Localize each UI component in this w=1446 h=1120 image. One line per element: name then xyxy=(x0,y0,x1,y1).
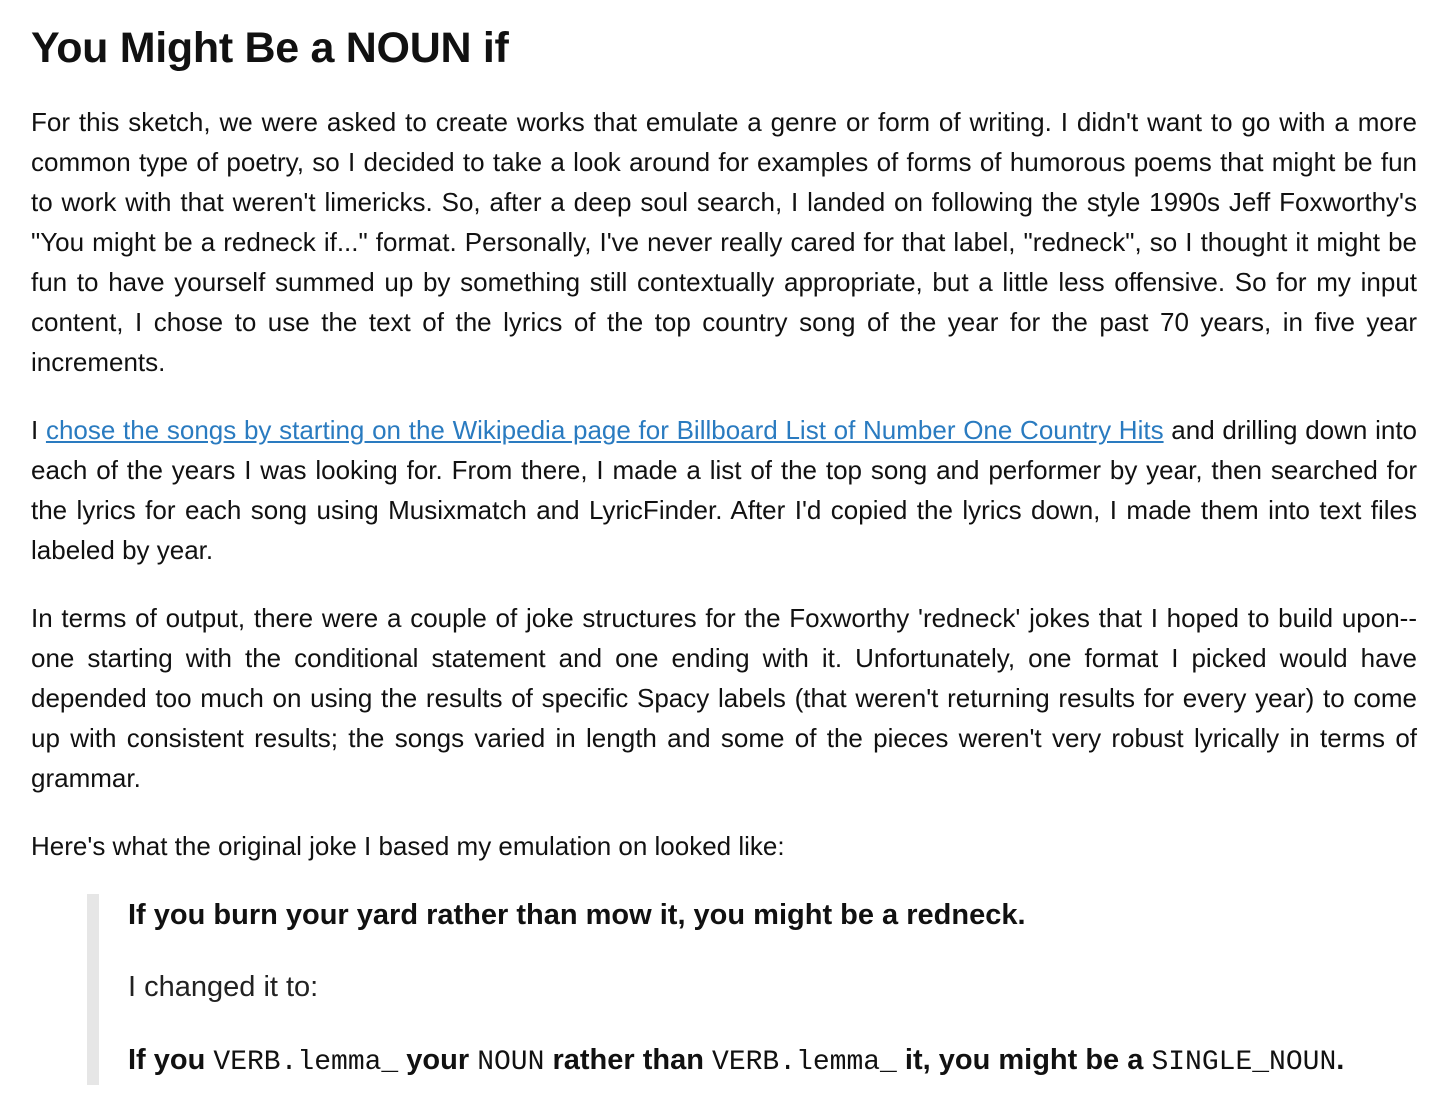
example-intro-paragraph: Here's what the original joke I based my emulation on looked like: xyxy=(31,831,785,861)
sources-paragraph xyxy=(31,410,1417,570)
blockquote xyxy=(87,894,1417,1085)
wikipedia-billboard-link[interactable]: chose the songs by starting on the Wikipedia page for Billboard List of Number One Country Hits xyxy=(45,415,1164,445)
page-title: You Might Be a NOUN if xyxy=(31,24,509,72)
intro-paragraph: For this sketch, we were asked to create works that emulate a genre or form of writing. I didn't want to go with a more common type of poetry, so I decided to take a look around for examples of forms of humorous poems that might be fun to work with that weren't limericks. So, after a deep soul search, I landed on following the style 1990s Jeff Foxworthy's "You might be a redneck if..." format. Personally, I've never really cared for that label, "redneck", so I thought it might be fun to have yourself summed up by something still contextually appropriate, but a little less offensive. So for my input content, I chose to use the text of the lyrics of the top country song of the year for the past 70 years, in five year increments. xyxy=(31,107,1417,377)
template-code: NOUN xyxy=(477,1047,545,1078)
sources-text: and drilling down into each of the years I was looking for. From there, I made a list of the top song and performer by year, then searched for the lyrics for each song using Musixmatch and LyricFinder. After I'd copied the lyrics down, I made them into text files labeled by year. xyxy=(31,415,1418,565)
template-text: If you xyxy=(128,1044,214,1076)
original-joke: If you burn your yard rather than mow it, you might be a redneck. xyxy=(128,899,1026,931)
template-text: it, you might be a xyxy=(896,1044,1152,1076)
template-text: your xyxy=(398,1044,478,1076)
changed-label: I changed it to: xyxy=(128,971,319,1003)
template-text: rather than xyxy=(544,1044,713,1076)
output-paragraph: In terms of output, there were a couple of joke structures for the Foxworthy 'redneck' jokes that I hoped to build upon--one starting with the conditional statement and one ending with it. Unfortunately, one format I picked would have depended too much on using the results of specific Spacy labels (that weren't returning results for every year) to come up with consistent results; the songs varied in length and some of the pieces weren't very robust lyrically in terms of grammar. xyxy=(31,603,1417,793)
template-code: VERB.lemma_ xyxy=(712,1047,897,1078)
template-text: . xyxy=(1336,1044,1345,1076)
joke-template xyxy=(128,1038,1353,1085)
template-code: VERB.lemma_ xyxy=(213,1047,399,1078)
sources-prefix: I xyxy=(31,415,46,445)
template-code: SINGLE_NOUN xyxy=(1151,1047,1337,1078)
